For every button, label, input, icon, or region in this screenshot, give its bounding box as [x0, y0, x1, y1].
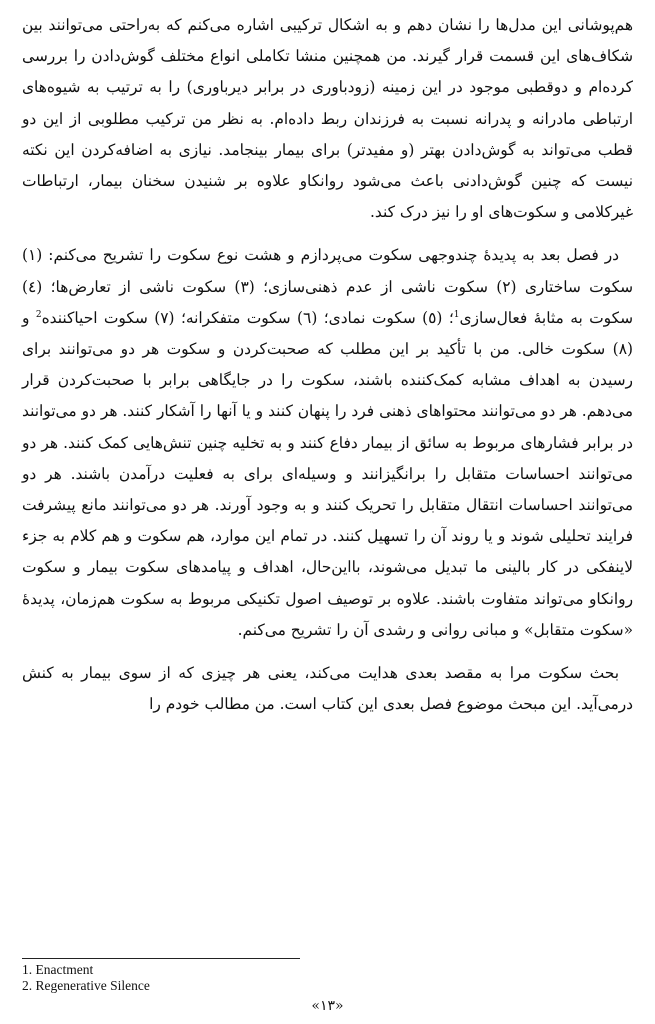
- footnotes: [22, 962, 150, 994]
- paragraph-2-part-3: و (۸) سکوت خالی. من با تأکید بر این مطلب که صحبت‌کردن و سکوت هر دو می‌توانند برای رسیدن به اهداف مشابه کمک‌کننده باشند، سکوت را در جایگاهی برابر با صحبت‌کردن قرار می‌دهم. هر دو می‌توانند محتواهای ذهنی فرد را پنهان کنند و یا آنها را آشکار کنند. هر دو می‌توانند در برابر فشارهای مربوط به سائق از بیمار دفاع کنند و به تخلیه چنین تنش‌هایی کمک کنند. هر دو می‌توانند احساسات متقابل را برانگیزانند و وسیله‌ای برای به فعلیت درآمدن باشند. هر دو می‌توانند احساسات انتقال متقابل را تحریک کنند و به وجود آورند. هر دو می‌توانند مانع پیشرفت فرایند تحلیلی شوند و یا روند آن را تسهیل کنند. در تمام این موارد، هم سکوت و هم کلام به جزء لاینفکی در کار بالینی ما تبدیل می‌شوند، بااین‌حال، اهداف و پیامدهای سکوت بیمار و سکوت روانکاو می‌تواند متفاوت باشند. علاوه بر توصیف اصول تکنیکی مربوط به سکوت هم‌زمان، پدیدهٔ «سکوت متقابل» و مبانی روانی و رشدی آن را تشریح می‌کنم.: [22, 308, 633, 639]
- paragraph-2-part-2: ؛ (٥) سکوت نمادی؛ (٦) سکوت متفکرانه؛ (۷) سکوت احیاکننده: [41, 308, 454, 327]
- footnote-divider: [22, 958, 300, 959]
- footnote-1: 1. Enactment: [22, 962, 94, 977]
- footnote-marker-1: 1: [453, 309, 460, 320]
- footnote-2: 2. Regenerative Silence: [22, 978, 150, 993]
- page-number: «۱۳»: [311, 998, 344, 1014]
- paragraph-2: [22, 240, 633, 646]
- body-text: [22, 10, 633, 720]
- paragraph-1: هم‌پوشانی این مدل‌ها را نشان دهم و به اشکال ترکیبی اشاره می‌کنم که به‌راحتی می‌توانند بین شکاف‌های این قسمت قرار گیرند. من همچنین منشا تکاملی انواع مختلف گوش‌دادن را بررسی کرده‌ام و دوقطبی موجود در این زمینه (زودباوری در برابر دیرباوری) را به ترتیب به شیوه‌های ارتباطی مادرانه و پدرانه نسبت به فرزندان ربط داده‌ام. به نظر من ترکیب مطلوبی از این دو قطب می‌تواند به گوش‌دادن بهتر (و مفیدتر) برای بیمار بینجامد. نیازی به اضافه‌کردن این نکته نیست که چنین گوش‌دادنی باعث می‌شود روانکاو علاوه بر شنیدن سخنان بیمار، ارتباطات غیرکلامی و سکوت‌های او را نیز درک کند.: [22, 16, 633, 222]
- paragraph-2-part-1: در فصل بعد به پدیدهٔ چندوجهی سکوت می‌پردازم و هشت نوع سکوت را تشریح می‌کنم: (۱) سکوت ساختاری (۲) سکوت ناشی از عدم ذهنی‌سازی؛ (۳) سکوت ناشی از تعارض‌ها؛ (٤) سکوت به مثابهٔ فعال‌سازی: [22, 246, 634, 327]
- footnote-marker-2: 2: [35, 309, 42, 320]
- paragraph-3: بحث سکوت مرا به مقصد بعدی هدایت می‌کند، یعنی هر چیزی که از سوی بیمار به کنش درمی‌آید. این مبحث موضوع فصل بعدی این کتاب است. من مطالب خودم را: [22, 664, 633, 714]
